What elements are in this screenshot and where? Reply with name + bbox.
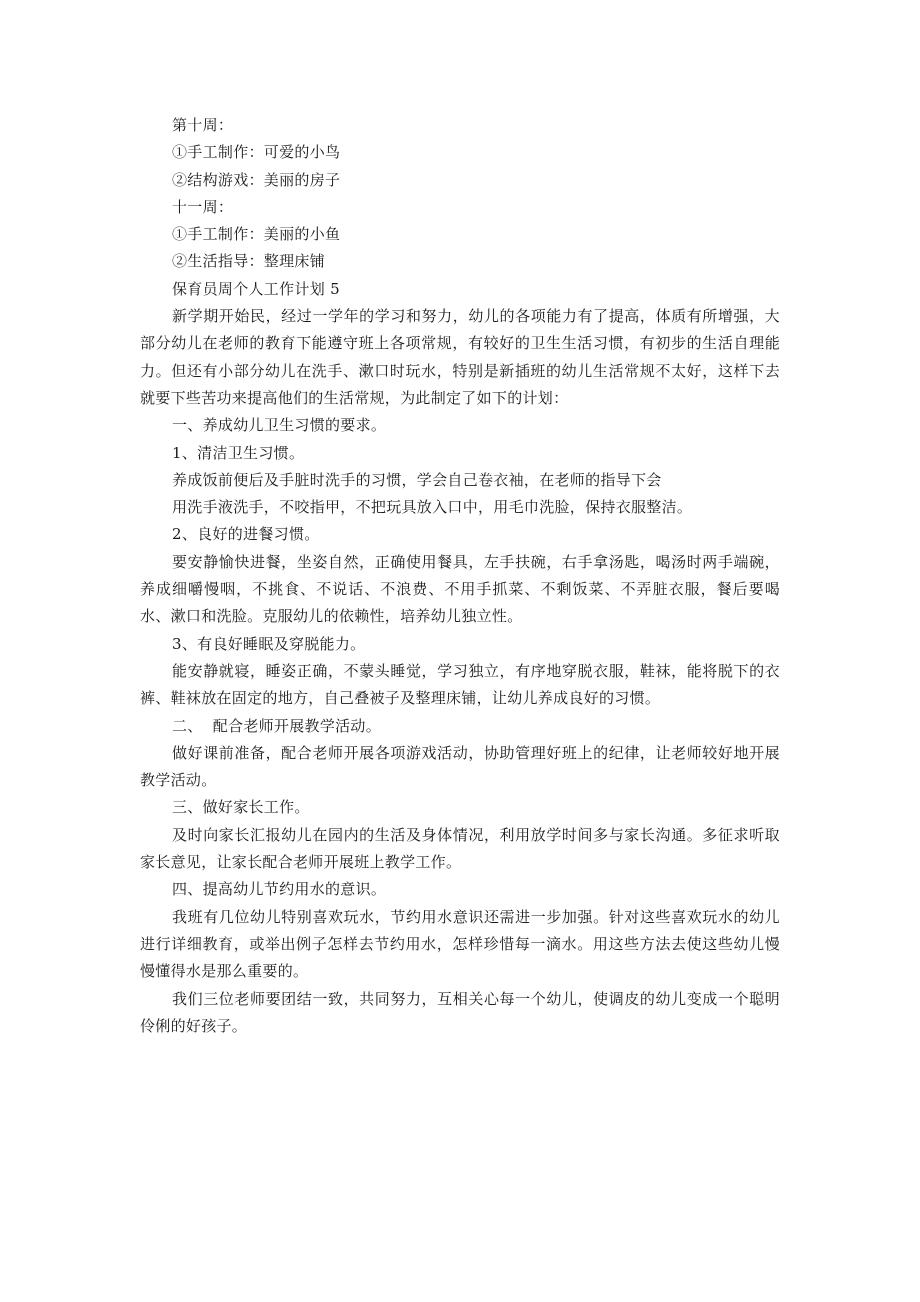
intro-paragraph: 新学期开始民，经过一学年的学习和努力，幼儿的各项能力有了提高，体质有所增强，大部分幼儿在老师的教育下能遵守班上各项常规，有较好的卫生生活习惯，有初步的生活自理能力。但还有小部分幼儿在洗手、漱口时玩水，特别是新插班的幼儿生活常规不太好，这样下去就要下些苦功来提高他们的生活常规，为此制定了如下的计划： [140,307,780,407]
week-eleven-heading: 十一周： [172,197,234,216]
week-eleven-item-2: ②生活指导：整理床铺 [172,252,326,271]
section-two-heading: 二、 配合老师开展教学活动。 [172,716,382,735]
week-ten-item-1: ①手工制作：可爱的小鸟 [172,143,341,162]
parents-paragraph: 及时向家长汇报幼儿在园内的生活及身体情况，利用放学时间多与家长沟通。多征求听取家长意见，让家长配合老师开展班上教学工作。 [140,825,780,872]
week-ten-item-2: ②结构游戏：美丽的房子 [172,170,341,189]
water-paragraph: 我班有几位幼儿特别喜欢玩水，节约用水意识还需进一步加强。针对这些喜欢玩水的幼儿进行详细教育，或举出例子怎样去节约用水，怎样珍惜每一滴水。用这些方法去使这些幼儿慢慢懂得水是那么重要的。 [140,907,780,981]
hygiene-line-2: 用洗手液洗手，不咬指甲，不把玩具放入口中，用毛巾洗脸，保持衣服整洁。 [172,498,693,517]
subsection-sleep-heading: 3、有良好睡眠及穿脱能力。 [172,634,366,653]
week-eleven-item-1: ①手工制作：美丽的小鱼 [172,225,341,244]
hygiene-line-1: 养成饭前便后及手脏时洗手的习惯，学会自己卷衣袖，在老师的指导下会 [172,470,662,489]
document-body [140,112,780,1040]
closing-paragraph: 我们三位老师要团结一致，共同努力，互相关心每一个幼儿，使调皮的幼儿变成一个聪明伶俐的好孩子。 [140,989,780,1035]
plan-title: 保育员周个人工作计划 5 [172,279,340,298]
section-four-heading: 四、提高幼儿节约用水的意识。 [172,880,387,899]
sleep-paragraph: 能安静就寝，睡姿正确，不蒙头睡觉，学习独立，有序地穿脱衣服，鞋袜，能将脱下的衣裤、鞋袜放在固定的地方，自己叠被子及整理床铺，让幼儿养成良好的习惯。 [140,661,780,708]
subsection-meal-heading: 2、良好的进餐习惯。 [172,525,320,544]
teaching-paragraph: 做好课前准备，配合老师开展各项游戏活动，协助管理好班上的纪律，让老师较好地开展教学活动。 [140,743,780,790]
section-one-heading: 一、养成幼儿卫生习惯的要求。 [172,416,387,435]
week-ten-heading: 第十周： [172,116,234,134]
section-three-heading: 三、做好家长工作。 [172,798,310,817]
subsection-hygiene-heading: 1、清洁卫生习惯。 [172,443,305,462]
meal-paragraph: 要安静愉快进餐，坐姿自然，正确使用餐具，左手扶碗，右手拿汤匙，喝汤时两手端碗，养成细嚼慢咽，不挑食、不说话、不浪费、不用手抓菜、不剩饭菜、不弄脏衣服，餐后要喝水、漱口和洗脸。克服幼儿的依赖性，培养幼儿独立性。 [140,552,780,626]
